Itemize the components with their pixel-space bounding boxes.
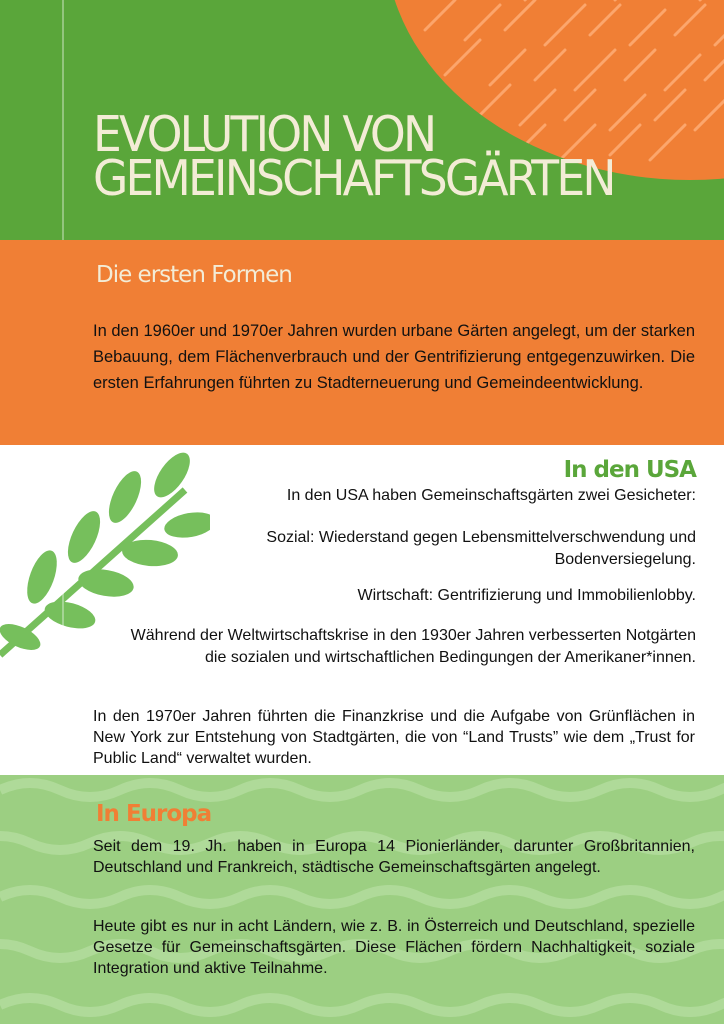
vertical-divider-line <box>62 0 64 240</box>
europe-heading: In Europa <box>96 801 212 827</box>
vertical-divider-line-usa <box>62 445 64 775</box>
first-forms-section <box>0 240 724 445</box>
usa-heading: In den USA <box>563 457 696 483</box>
usa-finance: In den 1970er Jahren führten die Finanzkrise und die Aufgabe von Grünflächen in New York zur Entstehung von Stadtgärten, die von “Land Trusts” wie dem „Trust for Public Land“ verwaltet wurden. <box>93 708 695 767</box>
first-forms-heading: Die ersten Formen <box>96 262 292 288</box>
usa-intro: In den USA haben Gemeinschaftsgärten zwei Gesicheter: <box>286 487 696 504</box>
usa-section <box>0 445 724 775</box>
usa-economic: Wirtschaft: Gentrifizierung und Immobilienlobby. <box>357 587 696 604</box>
title-line-2: GEMEINSCHAFTSGÄRTEN <box>93 150 614 207</box>
title-section <box>0 0 724 240</box>
first-forms-text: In den 1960er und 1970er Jahren wurden urbane Gärten angelegt, um der starken Bebauung, dem Flächenverbrauch und der Gentrifizierung entgegenzuwirken. Die ersten Erfahrungen führten zu Stadterneuerung und Gemeindeentwicklung. <box>93 322 695 392</box>
title-line-1: EVOLUTION VON <box>93 106 435 163</box>
europe-paragraph-2: Heute gibt es nur in acht Ländern, wie z. B. in Österreich und Deutschland, spezielle Gesetze für Gemeinschaftsgärten. Diese Flächen fördern Nachhaltigkeit, soziale Integration und aktive Teilnahme. <box>93 918 695 977</box>
europe-paragraph-1: Seit dem 19. Jh. haben in Europa 14 Pionierländer, darunter Großbritannien, Deutschland und Frankreich, städtische Gemeinschaftsgärten angelegt. <box>93 838 695 876</box>
page-title <box>93 106 614 207</box>
europe-section <box>0 775 724 1024</box>
usa-crisis: Während der Weltwirtschaftskrise in den 1930er Jahren verbesserten Notgärten die sozialen und wirtschaftlichen Bedingungen der Amerikaner*innen. <box>130 627 696 666</box>
usa-social: Sozial: Wiederstand gegen Lebensmittelverschwendung und Bodenversiegelung. <box>266 529 696 568</box>
